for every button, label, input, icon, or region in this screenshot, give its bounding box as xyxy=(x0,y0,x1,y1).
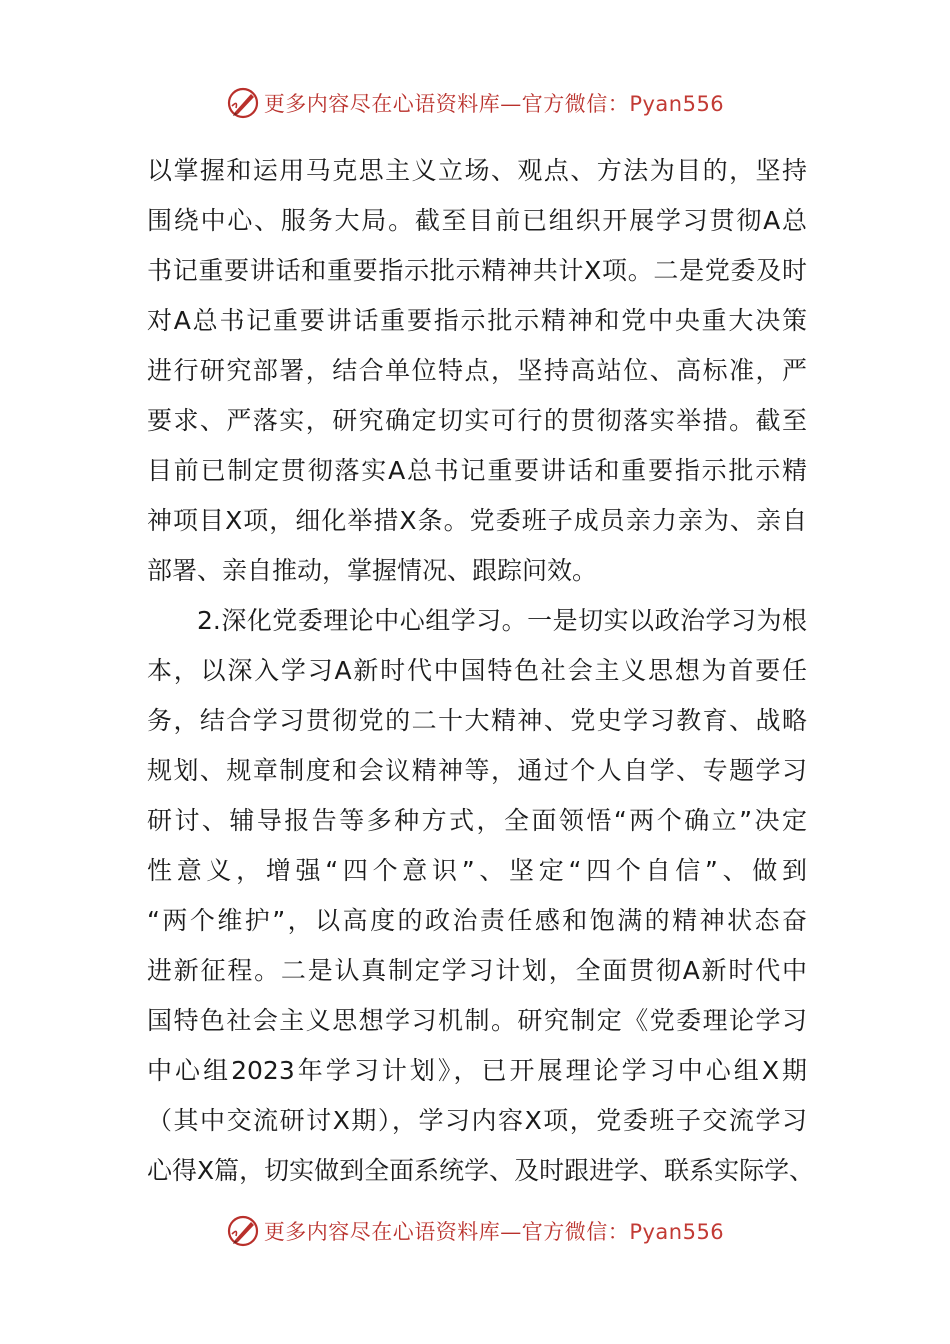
pen-logo-icon xyxy=(226,86,260,120)
document-body xyxy=(147,146,815,1196)
watermark-text: 更多内容尽在心语资料库—官方微信：Pyan556 xyxy=(263,92,725,116)
paragraph-1 xyxy=(147,146,807,596)
footer-watermark xyxy=(0,1211,950,1251)
watermark-text: 更多内容尽在心语资料库—官方微信：Pyan556 xyxy=(263,1220,725,1244)
paragraph-2 xyxy=(147,596,815,1196)
text-line: 目前已制定贯彻落实A总书记重要讲话和重要指示批示精 xyxy=(147,456,807,485)
text-line: 部署、亲自推动，掌握情况、跟踪问效。 xyxy=(147,556,598,585)
section-heading-line: 2.深化党委理论中心组学习。一是切实以政治学习为根 xyxy=(197,606,807,635)
text-line: 围绕中心、服务大局。截至目前已组织开展学习贯彻A总 xyxy=(147,206,807,235)
text-line: 以掌握和运用马克思主义立场、观点、方法为目的，坚持 xyxy=(147,156,807,185)
text-line: 性意义，增强“四个意识”、坚定“四个自信”、做到 xyxy=(147,856,807,885)
text-line: “两个维护”，以高度的政治责任感和饱满的精神状态奋 xyxy=(147,906,807,935)
text-line: 进新征程。二是认真制定学习计划，全面贯彻A新时代中 xyxy=(147,956,807,985)
text-line: 心得X篇，切实做到全面系统学、及时跟进学、联系实际学、 xyxy=(147,1156,815,1185)
text-line: 对A总书记重要讲话重要指示批示精神和党中央重大决策 xyxy=(147,306,807,335)
text-line: 神项目X项，细化举措X条。党委班子成员亲力亲为、亲自 xyxy=(147,506,807,535)
text-line: 务，结合学习贯彻党的二十大精神、党史学习教育、战略 xyxy=(147,706,807,735)
text-line: 本，以深入学习A新时代中国特色社会主义思想为首要任 xyxy=(147,656,807,685)
header-watermark xyxy=(0,83,950,123)
wechat-handle: Pyan556 xyxy=(629,1220,725,1244)
text-line: 进行研究部署，结合单位特点，坚持高站位、高标准，严 xyxy=(147,356,807,385)
text-line: 规划、规章制度和会议精神等，通过个人自学、专题学习 xyxy=(147,756,807,785)
text-line: 要求、严落实，研究确定切实可行的贯彻落实举措。截至 xyxy=(147,406,807,435)
pen-logo-icon xyxy=(226,1214,260,1248)
text-line: 书记重要讲话和重要指示批示精神共计X项。二是党委及时 xyxy=(147,256,807,285)
wechat-handle: Pyan556 xyxy=(629,92,725,116)
text-line: 国特色社会主义思想学习机制。研究制定《党委理论学习 xyxy=(147,1006,807,1035)
text-line: （其中交流研讨X期），学习内容X项，党委班子交流学习 xyxy=(147,1106,807,1135)
text-line: 中心组2023年学习计划》，已开展理论学习中心组X期 xyxy=(147,1056,807,1085)
text-line: 研讨、辅导报告等多种方式，全面领悟“两个确立”决定 xyxy=(147,806,807,835)
